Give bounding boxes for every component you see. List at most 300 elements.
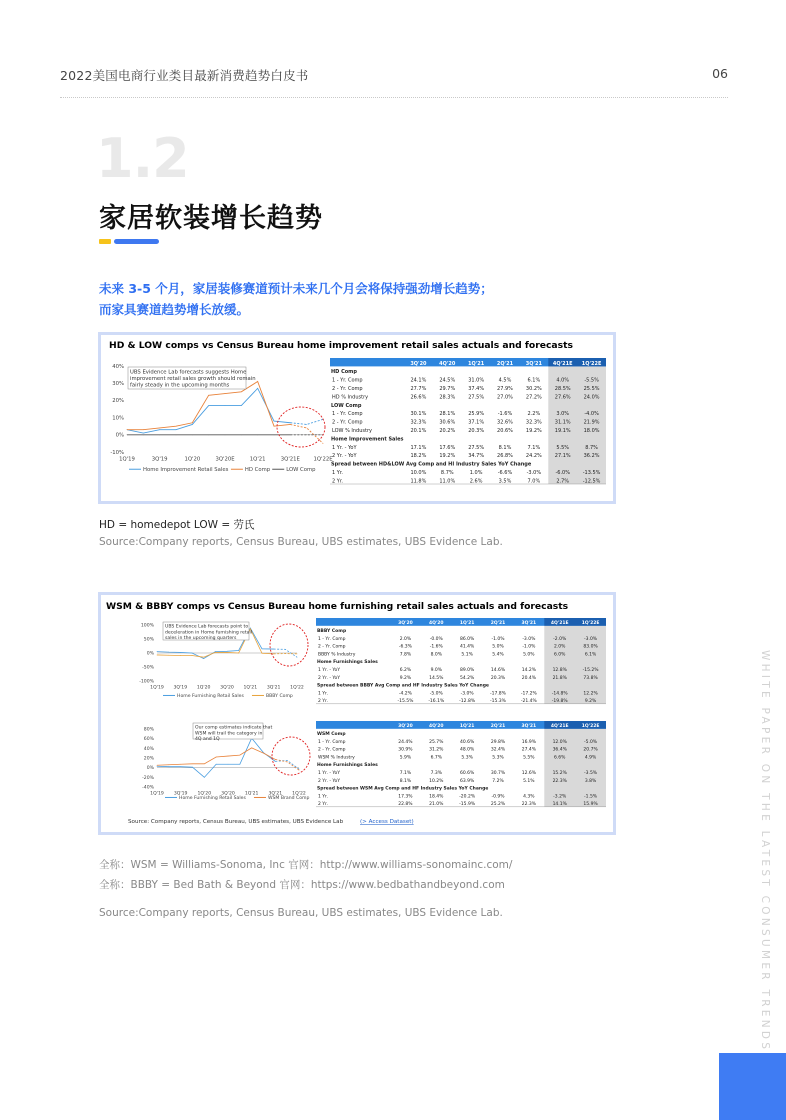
table-cell: 14.1% <box>552 802 567 808</box>
annotation-text: Our comp estimates indicate that <box>195 725 273 731</box>
series-point <box>285 653 286 654</box>
table-cell: 31.0% <box>468 377 485 384</box>
figure-wsm-bbby-graphic <box>101 595 613 832</box>
series-point <box>257 381 258 382</box>
series-point <box>262 653 263 654</box>
table-row-label: 1 Yr. - YoY <box>332 444 357 451</box>
series-point <box>215 652 216 653</box>
table-cell: 25.5% <box>583 386 600 392</box>
series-point <box>168 655 169 656</box>
y-tick-label: 0% <box>146 766 154 772</box>
series-point <box>159 428 160 429</box>
table-cell: 20.7% <box>583 747 598 753</box>
table-cell: 25.2% <box>490 802 506 808</box>
table-cell: -12.8% <box>459 699 476 705</box>
table-row-label: 1 - Yr. Comp <box>318 636 346 642</box>
table-cell: -20.2% <box>459 794 476 800</box>
table-cell: -1.5% <box>584 794 598 800</box>
table-col-header: 4Q'20 <box>428 621 444 627</box>
section-accent-yellow <box>99 239 111 244</box>
series-point <box>127 429 128 430</box>
access-dataset-link[interactable]: (> Access Dataset) <box>360 819 414 825</box>
annotation-text: 4Q and 1Q <box>195 737 220 743</box>
table-cell: 26.6% <box>410 394 427 401</box>
table-cell: -19.8% <box>551 699 568 705</box>
table-cell: 5.5% <box>556 444 570 451</box>
table-cell: 48.0% <box>459 747 475 753</box>
series-point <box>192 653 193 654</box>
table-cell: 32.4% <box>490 747 506 753</box>
table-cell: -15.9% <box>459 802 476 808</box>
table-cell: 20.6% <box>497 428 513 434</box>
table-cell: 7.0% <box>527 478 541 485</box>
series-point <box>241 391 242 392</box>
table-cell: 54.2% <box>459 675 475 681</box>
series-point <box>251 748 252 749</box>
table-cell: 3.0% <box>556 411 570 418</box>
table-row-label: 1 Yr. <box>332 470 344 476</box>
table-cell: 9.0% <box>430 668 443 673</box>
table-cell: 32.3% <box>410 419 427 426</box>
y-tick-label: -50% <box>142 665 154 671</box>
series-point <box>168 764 169 765</box>
table-cell: -2.0% <box>553 636 567 642</box>
series-point <box>287 760 288 761</box>
series-point <box>192 434 193 435</box>
table-cell: 1.0% <box>469 470 483 476</box>
series-point <box>192 763 193 764</box>
series-point <box>127 434 128 435</box>
annotation-text: improvement retail sales growth should remain <box>130 375 256 382</box>
table-cell: -5.0% <box>584 739 598 745</box>
side-vertical-caption <box>757 650 773 1053</box>
table-col-header: 3Q'20 <box>410 360 427 367</box>
series-point <box>192 655 193 656</box>
table-cell: 6.6% <box>553 755 566 761</box>
table-col-header: 1Q'21 <box>459 724 475 730</box>
table-cell: 36.2% <box>583 453 600 460</box>
figure-2-title: WSM & BBBY comps vs Census Bureau home furnishing retail sales actuals and forecasts <box>106 601 569 612</box>
table-cell: 37.1% <box>468 419 485 426</box>
y-tick-label: -20% <box>142 775 154 781</box>
table-cell: 2.7% <box>556 478 570 485</box>
series-point <box>299 770 300 771</box>
figure-wsm-bbby <box>98 592 616 835</box>
table-cell: 21.9% <box>583 419 600 426</box>
series-line-1 <box>157 748 275 765</box>
x-tick-label: 3Q'21 <box>266 685 281 691</box>
table-cell: -15.5% <box>397 699 414 705</box>
table-cell: -12.5% <box>582 478 601 485</box>
series-point <box>192 767 193 768</box>
y-tick-label: 80% <box>143 727 154 733</box>
series-point <box>208 434 209 435</box>
series-point <box>168 766 169 767</box>
corner-accent-block <box>719 1053 786 1120</box>
table-row-label: 1 - Yr. Comp <box>332 411 363 418</box>
x-tick-label: 1Q'19 <box>150 791 164 797</box>
table-cell: 21.8% <box>552 675 567 681</box>
table-cell: -16.1% <box>428 699 445 705</box>
series-point <box>290 422 291 423</box>
table-cell: 27.5% <box>468 394 485 401</box>
table-cell: 22.3% <box>521 802 537 808</box>
series-point <box>241 434 242 435</box>
table-col-header: 2Q'21 <box>496 360 514 367</box>
table-cell: 32.6% <box>497 419 513 426</box>
table-cell: 24.5% <box>439 377 456 384</box>
table-row-label: LOW % Industry <box>332 428 372 434</box>
table-col-header: 1Q'22E <box>581 724 600 730</box>
series-point <box>299 769 300 770</box>
series-point <box>257 434 258 435</box>
series-point <box>225 405 226 406</box>
table-col-header: 3Q'21 <box>525 360 542 367</box>
series-point <box>287 762 288 763</box>
y-tick-label: 40% <box>143 746 154 752</box>
table-cell: 24.1% <box>410 377 427 384</box>
table-cell: 20.1% <box>410 428 427 434</box>
table-row-label: 2 Yr. - YoY <box>332 453 357 460</box>
table-cell: 5.0% <box>492 644 504 650</box>
side-caption-text: WHITE PAPER ON THE LATEST CONSUMER TRENDS <box>759 650 771 1053</box>
table-cell: 4.0% <box>556 377 570 384</box>
table-section-label: BBBY Comp <box>317 629 347 634</box>
forecast-highlight-circle <box>270 624 308 666</box>
x-tick-label: 1Q'20 <box>196 685 211 691</box>
table-row-label: 2 - Yr. Comp <box>318 644 346 650</box>
series-point <box>143 429 144 430</box>
series-point <box>241 405 242 406</box>
series-point <box>306 428 307 429</box>
table-cell: 83.0% <box>583 644 598 650</box>
x-tick-label: 3Q'21 <box>268 791 283 797</box>
series-point <box>180 764 181 765</box>
annotation-text: fairly steady in the upcoming months <box>130 382 230 389</box>
table-section-label: LOW Comp <box>331 402 362 409</box>
table-cell: 73.8% <box>583 675 598 681</box>
table-cell: 27.0% <box>497 394 513 401</box>
table-cell: 27.4% <box>521 747 537 753</box>
table-cell: -5.0% <box>429 691 443 697</box>
lead-line-1: 未来 3-5 个月，家居装修赛道预计未来几个月会将保持强劲增长趋势； <box>99 281 493 296</box>
table-cell: 36.4% <box>552 747 567 753</box>
figure-hd-low <box>98 332 616 504</box>
table-cell: 10.0% <box>410 470 427 476</box>
table-cell: 2.0% <box>553 644 566 650</box>
table-cell: 19.2% <box>439 453 456 460</box>
series-point <box>208 395 209 396</box>
table-cell: 6.1% <box>527 377 541 384</box>
table-cell: -17.2% <box>520 691 537 697</box>
figure-2-chart-bbby <box>139 622 308 699</box>
table-row-label: HD % Industry <box>332 394 369 401</box>
series-point <box>228 764 229 765</box>
table-cell: -3.5% <box>584 771 598 776</box>
table-cell: -0.9% <box>491 794 505 800</box>
annotation-text: UBS Evidence Lab forecasts suggests Home <box>130 369 247 376</box>
legend-label: LOW Comp <box>286 467 316 473</box>
table-cell: 5.1% <box>523 778 535 784</box>
series-point <box>159 434 160 435</box>
table-cell: 28.1% <box>439 411 456 418</box>
annotation-text: UBS Evidence Lab forecasts point to <box>165 624 249 630</box>
figure-2-chart-wsm <box>142 723 310 801</box>
series-point <box>263 753 264 754</box>
table-section-label: Spread between WSM Avg Comp and HF Industry Sales YoY Change <box>317 786 489 792</box>
table-cell: 7.8% <box>399 652 412 658</box>
table-col-header: 4Q'21E <box>550 621 569 627</box>
table-col-header: 3Q'20 <box>398 621 413 627</box>
series-point <box>250 629 251 630</box>
series-point <box>157 655 158 656</box>
table-cell: 27.1% <box>554 453 571 460</box>
table-cell: 18.2% <box>410 453 427 460</box>
table-cell: 11.8% <box>410 478 427 485</box>
table-cell: 6.7% <box>430 755 443 761</box>
x-tick-label: 3Q'20E <box>215 456 235 463</box>
figure-2-table-bbby <box>316 618 606 704</box>
series-point <box>143 434 144 435</box>
table-cell: 31.1% <box>554 419 571 426</box>
table-cell: 30.7% <box>490 771 506 776</box>
table-cell: -15.3% <box>490 699 506 705</box>
table-cell: 6.0% <box>553 652 566 658</box>
table-cell: 8.0% <box>430 652 443 658</box>
table-row-label: 1 Yr. <box>318 794 328 800</box>
figure-1-table <box>330 358 606 484</box>
series-point <box>176 429 177 430</box>
series-point <box>180 766 181 767</box>
y-tick-label: 50% <box>143 637 154 643</box>
table-cell: 6.1% <box>584 652 597 658</box>
table-cell: 21.0% <box>429 802 444 808</box>
table-cell: 41.4% <box>459 644 475 650</box>
table-section-label: Home Improvement Sales <box>331 436 404 443</box>
table-cell: 86.0% <box>459 636 475 642</box>
table-section-label: WSM Comp <box>317 732 346 737</box>
table-cell: -3.2% <box>553 794 567 800</box>
table-cell: 5.3% <box>461 755 473 761</box>
x-tick-label: 1Q'21 <box>249 456 266 463</box>
table-cell: 24.0% <box>583 394 600 401</box>
y-tick-label: -10% <box>110 449 124 456</box>
table-cell: -6.6% <box>497 470 513 476</box>
table-cell: -0.0% <box>429 636 443 642</box>
y-tick-label: 0% <box>115 432 124 439</box>
series-point <box>192 424 193 425</box>
x-tick-label: 1Q'21 <box>244 791 259 797</box>
series-point <box>216 757 217 758</box>
table-cell: 15.9% <box>583 802 598 808</box>
series-point <box>168 652 169 653</box>
y-tick-label: 0% <box>146 651 154 657</box>
table-cell: 18.0% <box>583 428 600 434</box>
table-cell: -6.3% <box>398 644 412 650</box>
figure-1-chart <box>110 364 333 473</box>
table-section-label: HD Comp <box>331 369 357 376</box>
table-cell: 17.6% <box>439 444 456 451</box>
table-cell: -1.0% <box>522 644 536 650</box>
series-point <box>297 657 298 658</box>
table-cell: 4.3% <box>523 794 535 800</box>
table-cell: 25.9% <box>468 411 485 418</box>
series-point <box>274 434 275 435</box>
legend-label: Home Improvement Retail Sales <box>143 467 229 473</box>
series-point <box>257 388 258 389</box>
series-point <box>275 759 276 760</box>
series-point <box>204 777 205 778</box>
table-cell: 11.0% <box>439 478 456 485</box>
bbby-fullname-note: 全称：BBBY = Bed Bath & Beyond 官网：https://www.bedbathandbeyond.com <box>99 879 505 891</box>
table-col-header: 1Q'21 <box>468 360 485 367</box>
series-point <box>306 424 307 425</box>
table-cell: 20.2% <box>439 428 456 434</box>
table-cell: 26.8% <box>497 453 513 460</box>
section-title: 家居软装增长趋势 <box>99 203 323 234</box>
series-point <box>297 653 298 654</box>
table-cell: 3.5% <box>498 478 512 485</box>
series-point <box>306 434 307 435</box>
table-row-label: 2 Yr. <box>332 478 344 485</box>
table-cell: -1.0% <box>491 636 505 642</box>
y-tick-label: 10% <box>112 415 124 422</box>
series-point <box>290 434 291 435</box>
series-point <box>176 426 177 427</box>
table-cell: 40.6% <box>459 739 475 745</box>
series-point <box>323 443 324 444</box>
source-note-1: Source:Company reports, Census Bureau, UBS estimates, UBS Evidence Lab. <box>99 536 503 548</box>
table-cell: 27.9% <box>497 386 513 392</box>
table-cell: 27.2% <box>525 394 542 401</box>
table-cell: 2.2% <box>527 411 541 418</box>
table-col-header: 1Q'22E <box>581 621 600 627</box>
table-cell: -3.0% <box>526 470 542 476</box>
table-cell: 4.5% <box>498 377 512 384</box>
table-col-header: 4Q'20 <box>428 724 444 730</box>
x-tick-label: 3Q'20 <box>220 685 234 691</box>
table-cell: 24.4% <box>398 739 413 745</box>
abbreviation-note: HD = homedepot LOW = 劳氏 <box>99 519 255 531</box>
table-cell: 12.2% <box>583 691 598 697</box>
table-cell: 27.6% <box>554 394 571 401</box>
table-section-label: Home Furnishings Sales <box>317 660 378 666</box>
table-row-label: 2 - Yr. Comp <box>332 419 363 426</box>
figure-hd-low-graphic <box>101 335 613 501</box>
y-tick-label: 100% <box>140 623 154 629</box>
table-col-header: 4Q'21E <box>552 360 573 367</box>
table-row-label: 2 - Yr. Comp <box>332 386 363 392</box>
table-col-header: 1Q'22E <box>581 360 602 367</box>
table-cell: 5.1% <box>461 652 473 658</box>
table-cell: 6.2% <box>399 668 412 673</box>
table-cell: -3.0% <box>522 636 536 642</box>
table-cell: 20.3% <box>490 675 506 681</box>
legend-label: Home Furnishing Retail Sales <box>177 694 244 699</box>
table-cell: -14.8% <box>551 691 568 697</box>
forecast-highlight-circle <box>272 737 310 775</box>
series-point <box>203 657 204 658</box>
table-cell: 9.2% <box>399 675 412 681</box>
table-cell: -4.2% <box>398 691 412 697</box>
table-cell: 89.0% <box>459 668 475 673</box>
series-point <box>180 655 181 656</box>
table-cell: 12.8% <box>552 668 567 673</box>
source-note-2: Source:Company reports, Census Bureau, UBS estimates, UBS Evidence Lab. <box>99 907 503 919</box>
table-cell: -21.4% <box>520 699 537 705</box>
table-cell: 18.4% <box>429 794 444 800</box>
series-point <box>159 429 160 430</box>
table-cell: 28.3% <box>439 394 456 401</box>
series-point <box>180 652 181 653</box>
series-point <box>157 651 158 652</box>
table-cell: 7.2% <box>492 778 504 784</box>
series-point <box>274 426 275 427</box>
table-row-label: 2 - Yr. Comp <box>318 747 346 753</box>
page-number: 06 <box>712 66 728 81</box>
series-point <box>285 649 286 650</box>
table-col-header: 3Q'21 <box>521 621 537 627</box>
x-tick-label: 1Q'19 <box>119 456 135 463</box>
table-cell: 63.9% <box>459 778 475 784</box>
x-tick-label: 3Q'19 <box>151 456 168 463</box>
legend-label: HD Comp <box>244 467 271 473</box>
table-cell: 27.7% <box>410 386 427 392</box>
y-tick-label: 30% <box>112 380 124 387</box>
table-cell: 7.1% <box>399 771 412 776</box>
table-cell: 30.1% <box>410 411 427 418</box>
table-cell: 15.2% <box>552 771 567 776</box>
table-cell: 24.2% <box>525 453 542 460</box>
table-cell: -3.0% <box>460 691 474 697</box>
table-cell: 19.2% <box>525 428 542 434</box>
table-section-label: Home Furnishings Sales <box>317 763 378 769</box>
table-row-label: 2 Yr. - YoY <box>318 778 341 784</box>
table-cell: 7.3% <box>430 771 443 776</box>
table-section-label: Spread between BBBY Avg Comp and HF Industry Sales YoY Change <box>317 683 489 689</box>
series-point <box>238 650 239 651</box>
lead-paragraph <box>99 278 493 320</box>
series-point <box>274 421 275 422</box>
table-col-header: 4Q'21E <box>550 724 569 730</box>
figure-2-source: Source: Company reports, Census Bureau, UBS estimates, UBS Evidence Lab <box>128 819 344 825</box>
table-cell: -3.0% <box>584 636 598 642</box>
series-point <box>203 658 204 659</box>
table-row-label: 1 Yr. <box>318 691 328 697</box>
series-forecast-0 <box>290 419 323 424</box>
table-section-label: Spread between HD&LOW Avg Comp and HI Industry Sales YoY Change <box>331 461 532 468</box>
table-cell: 12.6% <box>521 771 537 776</box>
annotation-text: WSM will trail the category in <box>195 731 263 737</box>
lead-line-2: 而家具赛道趋势增长放缓。 <box>99 302 250 317</box>
series-point <box>227 652 228 653</box>
table-row-label: 1 - Yr. Comp <box>318 739 346 745</box>
table-cell: 5.5% <box>523 755 535 761</box>
series-point <box>192 422 193 423</box>
table-col-header: 1Q'21 <box>459 621 475 627</box>
series-point <box>238 653 239 654</box>
series-point <box>275 761 276 762</box>
wsm-fullname-note: 全称：WSM = Williams-Sonoma, Inc 官网：http://www.williams-sonomainc.com/ <box>99 859 513 871</box>
series-line-0 <box>157 738 275 777</box>
table-cell: 29.8% <box>490 739 506 745</box>
table-cell: 14.6% <box>490 668 506 673</box>
section-number: 1.2 <box>96 127 189 190</box>
table-cell: 8.7% <box>440 470 454 476</box>
x-tick-label: 3Q'21E <box>280 456 300 463</box>
table-cell: 60.6% <box>459 771 475 776</box>
table-cell: 3.8% <box>584 778 597 784</box>
